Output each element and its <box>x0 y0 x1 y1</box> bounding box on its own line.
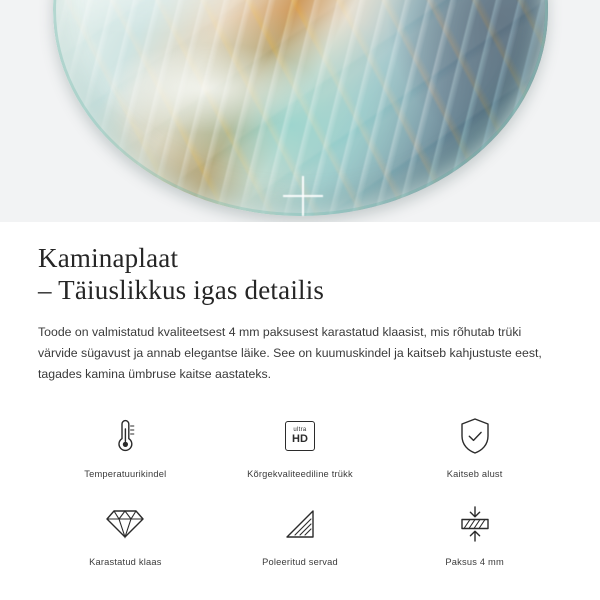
feature-item-tempered-glass <box>38 501 213 567</box>
feature-item-surface-protection <box>387 413 562 479</box>
feature-label: Poleeritud servad <box>262 557 338 567</box>
feature-label: Kõrgekvaliteediline trükk <box>247 469 353 479</box>
feature-label: Karastatud klaas <box>89 557 162 567</box>
feature-label: Kaitseb alust <box>446 469 503 479</box>
feature-item-print-quality <box>213 413 388 479</box>
page-title-line-1: Kaminaplaat <box>38 243 179 273</box>
feature-item-temperature <box>38 413 213 479</box>
feature-item-thickness <box>387 501 562 567</box>
feature-grid <box>38 413 562 567</box>
hero-image <box>0 0 600 222</box>
thermometer-icon <box>108 413 142 459</box>
page-title <box>38 242 562 306</box>
feature-label: Paksus 4 mm <box>445 557 504 567</box>
ultra-hd-icon <box>285 413 315 459</box>
ultra-hd-badge-top: ultra <box>293 427 307 433</box>
diamond-icon <box>105 501 145 547</box>
shield-check-icon <box>457 413 493 459</box>
content-area <box>0 242 600 567</box>
fireplace-plate-image <box>53 0 548 216</box>
thickness-arrows-icon <box>456 501 494 547</box>
feature-item-polished-edges <box>213 501 388 567</box>
ultra-hd-badge-bottom: HD <box>292 433 308 445</box>
feature-label: Temperatuurikindel <box>84 469 167 479</box>
product-description: Toode on valmistatud kvaliteetsest 4 mm paksusest karastatud klaasist, mis rõhutab trüki värvide sügavust ja annab elegantse läike. See on kuumuskindel ja kaitseb kahjustuste eest, tagades kamina ümbruse kaitse aastateks. <box>38 325 542 381</box>
page-title-line-2: – Täiuslikkus igas detailis <box>38 275 325 305</box>
polished-edges-icon <box>283 501 317 547</box>
